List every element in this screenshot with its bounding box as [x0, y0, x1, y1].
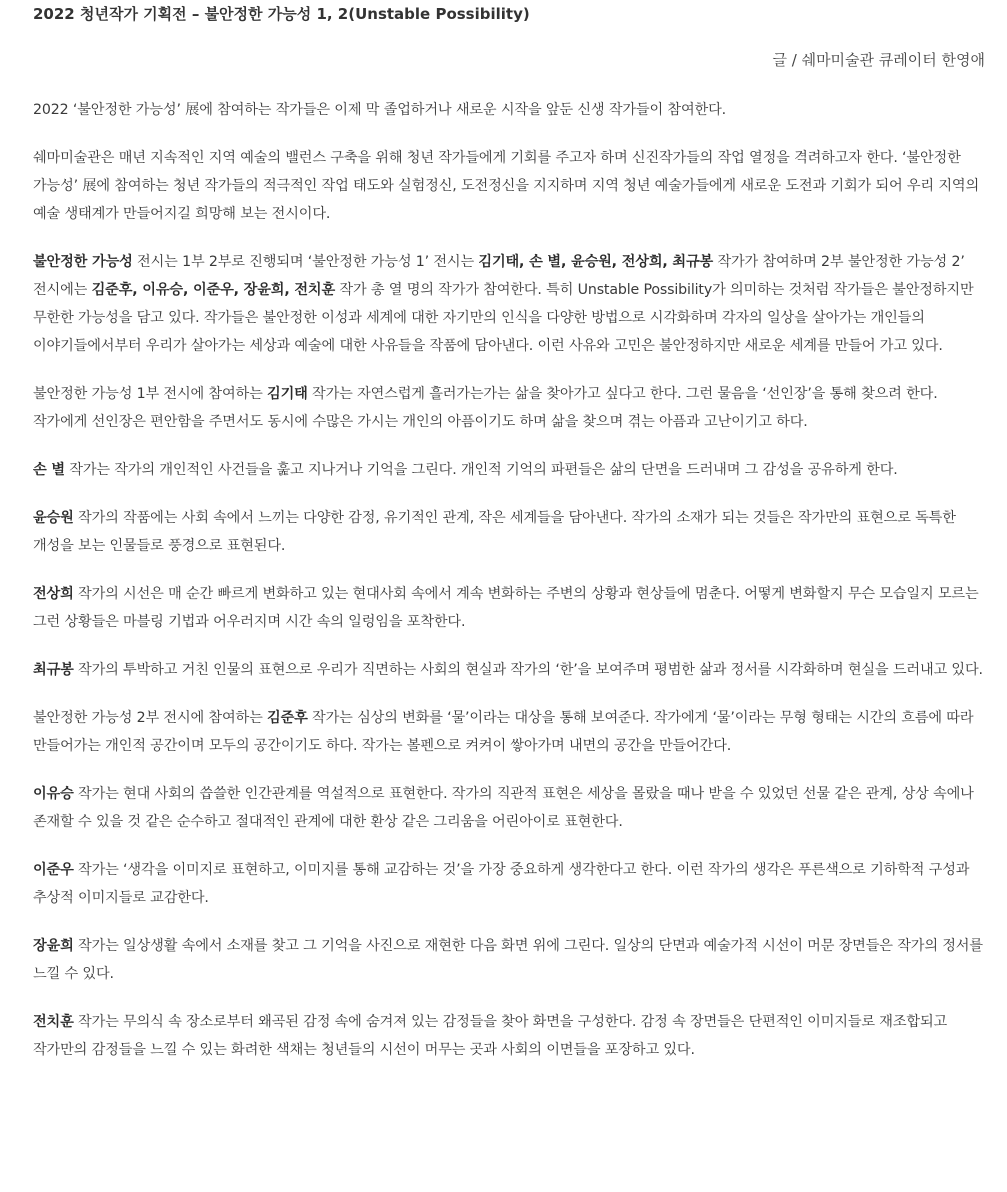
- paragraph-text: 작가는 심상의 변화를 ‘물’이라는 대상을 통해 보여준다. 작가에게 ‘물’이라는 무형 형태는 시간의 흐름에 따라 만들어가는 개인적 공간이며 모두의 공간이기도 하다. 작가는 볼펜으로 켜켜이 쌓아가며 내면의 공간을 만들어간다.: [33, 710, 974, 754]
- paragraph-text: 작가는 자연스럽게 흘러가는가는 삶을 찾아가고 싶다고 한다. 그런 물음을 ‘선인장’을 통해 찾으려 한다. 작가에게 선인장은 편안함을 주면서도 동시에 수많은 가시는 개인의 아픔이기도 하며 삶을 찾으며 겪는 아픔과 고난이기고 하다.: [33, 386, 938, 430]
- artist-name: 김준후: [267, 710, 308, 726]
- article-body: [33, 96, 985, 1084]
- artist-name: 장윤희: [33, 938, 74, 954]
- paragraph-text: 작가 총 열 명의 작가가 참여한다. 특히 Unstable Possibility가 의미하는 것처럼 작가들은 불안정하지만 무한한 가능성을 담고 있다. 작가들은 불안정한 이성과 세계에 대한 자기만의 인식을 다양한 방법으로 시각화하며 각자의 일상을 살아가는 개인들의 이야기들에서부터 우리가 살아가는 세상과 예술에 대한 사유들을 작품에 담아낸다. 이런 사유와 고민은 불안정하지만 새로운 세계를 만들어 가고 있다.: [33, 282, 974, 354]
- paragraph-text: 전시는 1부 2부로 진행되며 ‘불안정한 가능성 1’ 전시는: [132, 254, 479, 270]
- paragraph-museum: [33, 144, 985, 228]
- paragraph-intro: [33, 96, 985, 124]
- paragraph-overview: [33, 248, 985, 360]
- paragraph-artist-jeon-chihun: [33, 1008, 985, 1064]
- exhibition-name: 불안정한 가능성: [33, 254, 133, 270]
- paragraph-text: 작가는 현대 사회의 씁쓸한 인간관계를 역설적으로 표현한다. 작가의 직관적 표현은 세상을 몰랐을 때나 받을 수 있었던 선물 같은 관계, 상상 속에나 존재할 수 있을 것 같은 순수하고 절대적인 관계에 대한 환상 같은 그리움을 어린아이로 표현한다.: [33, 786, 974, 830]
- paragraph-artist-lee-junwoo: [33, 856, 985, 912]
- artist-name: 이유승: [33, 786, 74, 802]
- artist-name: 최규봉: [33, 662, 74, 678]
- paragraph-text: 불안정한 가능성 2부 전시에 참여하는: [33, 710, 268, 726]
- paragraph-artist-kim-gitae: [33, 380, 985, 436]
- paragraph-artist-choi-gyubong: [33, 656, 985, 684]
- paragraph-artist-kim-junhu: [33, 704, 985, 760]
- paragraph-text: 쉐마미술관은 매년 지속적인 지역 예술의 밸런스 구축을 위해 청년 작가들에게 기회를 주고자 하며 신진작가들의 작업 열정을 격려하고자 한다. ‘불안정한 가능성’ 展에 참여하는 청년 작가들의 적극적인 작업 태도와 실험정신, 도전정신을 지지하며 지역 청년 예술가들에게 새로운 도전과 기회가 되어 우리 지역의 예술 생태계가 만들어지길 희망해 보는 전시이다.: [33, 150, 980, 222]
- paragraph-artist-jeon-sanghui: [33, 580, 985, 636]
- paragraph-artist-jang-yunhui: [33, 932, 985, 988]
- artist-name: 전치훈: [33, 1014, 74, 1030]
- artist-name: 윤승원: [33, 510, 74, 526]
- paragraph-artist-lee-yuseung: [33, 780, 985, 836]
- artist-name: 김기태: [267, 386, 308, 402]
- paragraph-text: 2022 ‘불안정한 가능성’ 展에 참여하는 작가들은 이제 막 졸업하거나 새로운 시작을 앞둔 신생 작가들이 참여한다.: [33, 102, 726, 118]
- part1-artists: 김기태, 손 별, 윤승원, 전상희, 최규봉: [478, 254, 714, 270]
- paragraph-text: 작가의 작품에는 사회 속에서 느끼는 다양한 감정, 유기적인 관계, 작은 세계들을 담아낸다. 작가의 소재가 되는 것들은 작가만의 표현으로 독특한 개성을 보는 인물들로 풍경으로 표현된다.: [33, 510, 956, 554]
- paragraph-text: 작가는 무의식 속 장소로부터 왜곡된 감정 속에 숨겨져 있는 감정들을 찾아 화면을 구성한다. 감정 속 장면들은 단편적인 이미지들로 재조합되고 작가만의 감정들을 느낄 수 있는 화려한 색채는 청년들의 시선이 머무는 곳과 사회의 이면들을 포장하고 있다.: [33, 1014, 948, 1058]
- artist-name: 이준우: [33, 862, 74, 878]
- paragraph-text: 작가는 ‘생각을 이미지로 표현하고, 이미지를 통해 교감하는 것’을 가장 중요하게 생각한다고 한다. 이런 작가의 생각은 푸른색으로 기하학적 구성과 추상적 이미지들로 교감한다.: [33, 862, 970, 906]
- paragraph-text: 작가가 참여하며 2부 불안정한 가능성 2’ 전시에는: [33, 254, 965, 298]
- paragraph-text: 작가는 일상생활 속에서 소재를 찾고 그 기억을 사진으로 재현한 다음 화면 위에 그린다. 일상의 단면과 예술가적 시선이 머문 장면들은 작가의 정서를 느낄 수 있다.: [33, 938, 983, 982]
- artist-name: 전상희: [33, 586, 74, 602]
- paragraph-artist-son-byeol: [33, 456, 985, 484]
- paragraph-artist-yun-seungwon: [33, 504, 985, 560]
- article-byline: 글 / 쉐마미술관 큐레이터 한영애: [772, 51, 985, 69]
- artist-name: 손 별: [33, 462, 65, 478]
- paragraph-text: 작가는 작가의 개인적인 사건들을 훑고 지나거나 기억을 그린다. 개인적 기억의 파편들은 삶의 단면을 드러내며 그 감성을 공유하게 한다.: [64, 462, 898, 478]
- paragraph-text: 작가의 투박하고 거친 인물의 표현으로 우리가 직면하는 사회의 현실과 작가의 ‘한’을 보여주며 평범한 삶과 정서를 시각화하며 현실을 드러내고 있다.: [73, 662, 983, 678]
- article-title: 2022 청년작가 기획전 – 불안정한 가능성 1, 2(Unstable Possibility): [33, 5, 530, 23]
- paragraph-text: 작가의 시선은 매 순간 빠르게 변화하고 있는 현대사회 속에서 계속 변화하는 주변의 상황과 현상들에 멈춘다. 어떻게 변화할지 무슨 모습일지 모르는 그런 상황들은 마블링 기법과 어우러지며 시간 속의 일렁임을 포착한다.: [33, 586, 979, 630]
- paragraph-text: 불안정한 가능성 1부 전시에 참여하는: [33, 386, 268, 402]
- part2-artists: 김준후, 이유승, 이준우, 장윤희, 전치훈: [91, 282, 336, 298]
